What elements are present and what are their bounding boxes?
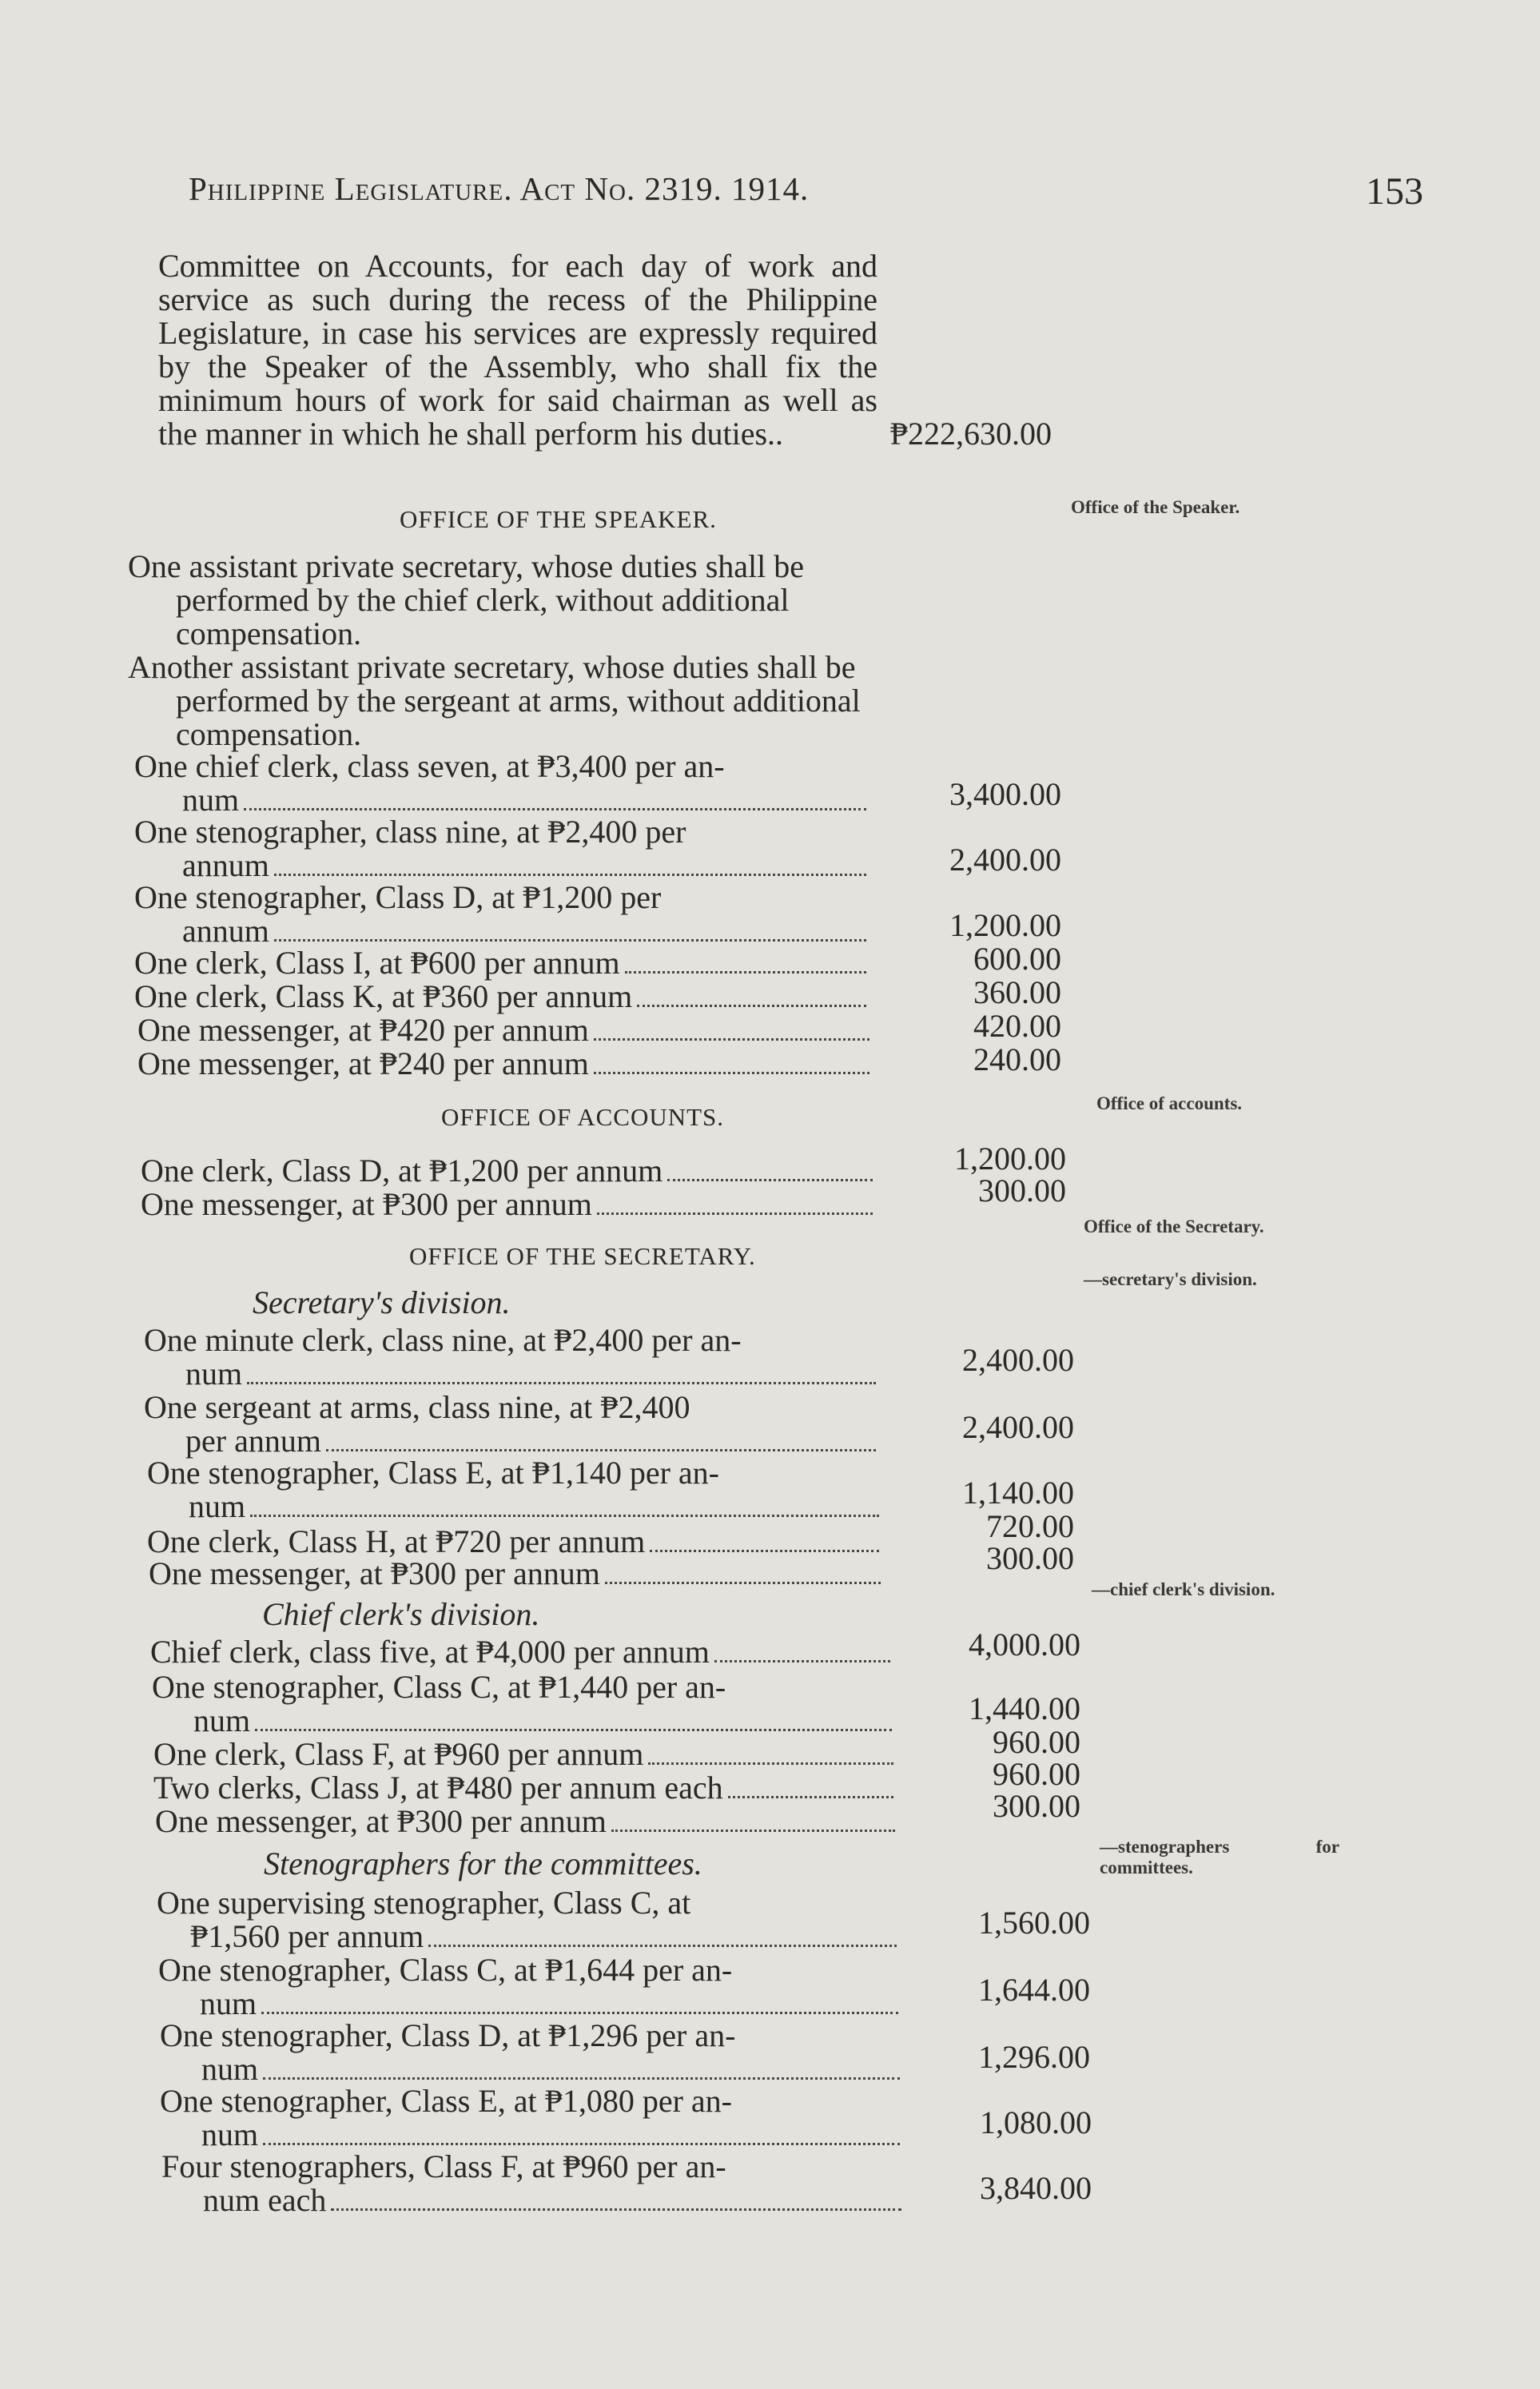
amount: 300.00	[993, 1788, 1080, 1824]
dot-leader	[650, 1550, 879, 1552]
item-text: One chief clerk, class seven, at ₱3,400 per an-	[134, 748, 725, 784]
list-item	[137, 1047, 873, 1081]
amount: 1,440.00	[969, 1690, 1080, 1726]
section-heading-secretary: OFFICE OF THE SECRETARY.	[409, 1242, 756, 1270]
margin-note-speaker: Office of the Speaker.	[1071, 497, 1240, 517]
amount: 960.00	[993, 1756, 1080, 1792]
list-item	[147, 1456, 882, 1523]
dot-leader	[597, 1212, 873, 1215]
subheading-secretary-division: Secretary's division.	[253, 1284, 511, 1320]
dot-leader	[625, 971, 866, 974]
dot-leader	[714, 1660, 890, 1662]
amount: 1,200.00	[954, 1141, 1066, 1177]
dot-leader	[667, 1179, 873, 1181]
amount: 2,400.00	[949, 842, 1061, 878]
subheading-chief-clerk-division: Chief clerk's division.	[262, 1596, 540, 1632]
list-item	[134, 946, 869, 980]
intro-amount: ₱222,630.00	[889, 416, 1052, 452]
amount: 300.00	[986, 1540, 1074, 1576]
item-text: One messenger, at ₱300 per annum	[155, 1803, 607, 1839]
dot-leader	[261, 2012, 898, 2014]
item-text: One messenger, at ₱420 per annum	[137, 1012, 589, 1048]
amount: 1,140.00	[962, 1475, 1074, 1511]
list-item	[134, 881, 869, 948]
list-item	[153, 1738, 897, 1771]
dot-leader	[255, 1729, 892, 1731]
amount: 4,000.00	[969, 1627, 1080, 1662]
item-text: Chief clerk, class five, at ₱4,000 per annum	[150, 1634, 710, 1670]
dot-leader	[605, 1582, 881, 1584]
item-text: One stenographer, Class C, at ₱1,644 per an-	[158, 1952, 733, 1988]
amount: 3,840.00	[980, 2170, 1092, 2206]
item-text: One clerk, Class H, at ₱720 per annum	[147, 1523, 646, 1559]
item-text: One stenographer, Class C, at ₱1,440 per an-	[152, 1669, 726, 1705]
dot-leader	[428, 1945, 897, 1947]
item-text: One clerk, Class D, at ₱1,200 per annum	[141, 1153, 663, 1189]
item-text-cont: ₱1,560 per annum	[190, 1918, 424, 1954]
list-item	[144, 1324, 879, 1391]
dot-leader	[637, 1005, 866, 1007]
dot-leader	[244, 808, 866, 810]
dot-leader	[611, 1830, 895, 1832]
dot-leader	[648, 1762, 893, 1765]
item-text: One assistant private secretary, whose duties shall be performed by the chief clerk, without additional compensation.	[128, 548, 805, 651]
list-item	[152, 1670, 895, 1738]
list-item	[160, 2084, 903, 2152]
item-text: One clerk, Class K, at ₱360 per annum	[134, 978, 633, 1014]
dot-leader	[274, 939, 866, 942]
item-text-cont: num	[200, 1985, 257, 2021]
item-text: One stenographer, Class E, at ₱1,140 per an-	[147, 1455, 719, 1491]
item-text: One clerk, Class F, at ₱960 per annum	[153, 1736, 644, 1772]
subheading-stenographers: Stenographers for the committees.	[264, 1846, 702, 1881]
item-text: Another assistant private secretary, whose duties shall be performed by the sergeant at arms, without additional compensation.	[128, 649, 861, 752]
list-item	[161, 2150, 905, 2217]
item-text-cont: num	[185, 1356, 243, 1392]
amount: 960.00	[993, 1724, 1080, 1760]
item-text-cont: per annum	[185, 1423, 321, 1459]
section-heading-accounts: OFFICE OF ACCOUNTS.	[441, 1103, 725, 1131]
amount: 420.00	[973, 1008, 1061, 1044]
list-item	[134, 750, 869, 817]
dot-leader	[263, 2143, 900, 2145]
item-text: One supervising stenographer, Class C, at	[157, 1885, 691, 1921]
page-number: 153	[1366, 170, 1423, 213]
item-text-cont: num	[193, 1702, 251, 1738]
list-item	[134, 815, 869, 882]
intro-text: Committee on Accounts, for each day of work and service as such during the recess of the Philippine Legislature, in case his services are expressly required by the Speaker of the Assembly, who shall fix the minimum hours of work for said chairman as well as the manner in which he shall perform his duties..	[158, 248, 877, 452]
margin-note-stenographers: —stenographers for committees.	[1100, 1837, 1339, 1877]
dot-leader	[594, 1038, 869, 1041]
list-item	[137, 1013, 873, 1047]
page-header	[189, 169, 1423, 217]
item-text: One stenographer, Class D, at ₱1,200 per	[134, 879, 662, 915]
item-text: Four stenographers, Class F, at ₱960 per an-	[161, 2148, 726, 2184]
item-text: One clerk, Class I, at ₱600 per annum	[134, 945, 620, 981]
dot-leader	[263, 2077, 900, 2080]
item-text: One stenographer, Class D, at ₱1,296 per an-	[160, 2017, 736, 2053]
list-item	[144, 1391, 879, 1458]
item-text-cont: annum	[182, 847, 269, 883]
dot-leader	[728, 1796, 893, 1798]
section-heading-speaker: OFFICE OF THE SPEAKER.	[400, 505, 717, 533]
list-item	[128, 651, 863, 751]
item-text: One messenger, at ₱240 per annum	[137, 1045, 589, 1081]
list-item	[147, 1525, 882, 1559]
dot-leader	[247, 1382, 876, 1384]
amount: 720.00	[986, 1508, 1074, 1544]
list-item	[141, 1154, 876, 1188]
list-item	[153, 1771, 897, 1805]
margin-note-accounts: Office of accounts.	[1096, 1093, 1243, 1113]
amount: 2,400.00	[962, 1342, 1074, 1378]
margin-note-secretary: Office of the Secretary.	[1084, 1216, 1264, 1236]
dot-leader	[594, 1072, 869, 1074]
item-text: One messenger, at ₱300 per annum	[149, 1555, 600, 1591]
item-text: One messenger, at ₱300 per annum	[141, 1186, 592, 1222]
dot-leader	[326, 1449, 876, 1451]
list-item	[160, 2019, 903, 2086]
item-text: Two clerks, Class J, at ₱480 per annum each	[153, 1770, 723, 1806]
amount: 2,400.00	[962, 1409, 1074, 1445]
amount: 1,296.00	[978, 2039, 1090, 2075]
item-text: One stenographer, Class E, at ₱1,080 per an-	[160, 2083, 732, 2119]
list-item	[158, 1953, 901, 2021]
item-text: One minute clerk, class nine, at ₱2,400 per an-	[144, 1322, 742, 1358]
item-text-cont: annum	[182, 913, 269, 949]
list-item	[128, 550, 863, 651]
item-text-cont: num	[182, 782, 240, 818]
list-item	[134, 980, 869, 1013]
dot-leader	[331, 2208, 901, 2211]
amount: 300.00	[978, 1173, 1066, 1208]
amount: 1,560.00	[978, 1905, 1090, 1941]
dot-leader	[274, 874, 866, 876]
running-title: Philippine Legislature. Act No. 2319. 1914.	[189, 170, 810, 207]
list-item	[141, 1188, 876, 1221]
intro-paragraph	[158, 248, 1052, 452]
item-text-cont: num each	[203, 2182, 327, 2218]
amount: 600.00	[973, 941, 1061, 977]
amount: 1,644.00	[978, 1972, 1090, 2008]
list-item	[150, 1635, 893, 1669]
amount: 240.00	[973, 1041, 1061, 1077]
dot-leader	[250, 1515, 879, 1517]
amount: 1,080.00	[980, 2104, 1092, 2140]
amount: 3,400.00	[949, 776, 1061, 812]
list-item	[149, 1557, 884, 1591]
amount: 1,200.00	[949, 907, 1061, 943]
item-text-cont: num	[189, 1488, 246, 1524]
item-text-cont: num	[201, 2116, 259, 2152]
margin-note-secretary-division: —secretary's division.	[1084, 1269, 1257, 1289]
item-text: One sergeant at arms, class nine, at ₱2,400	[144, 1389, 690, 1425]
amount: 360.00	[973, 974, 1061, 1010]
list-item	[155, 1805, 898, 1838]
item-text: One stenographer, class nine, at ₱2,400 per	[134, 814, 686, 850]
item-text-cont: num	[201, 2051, 259, 2087]
margin-note-chief-clerk-division: —chief clerk's division.	[1092, 1579, 1275, 1599]
list-item	[157, 1886, 900, 1953]
